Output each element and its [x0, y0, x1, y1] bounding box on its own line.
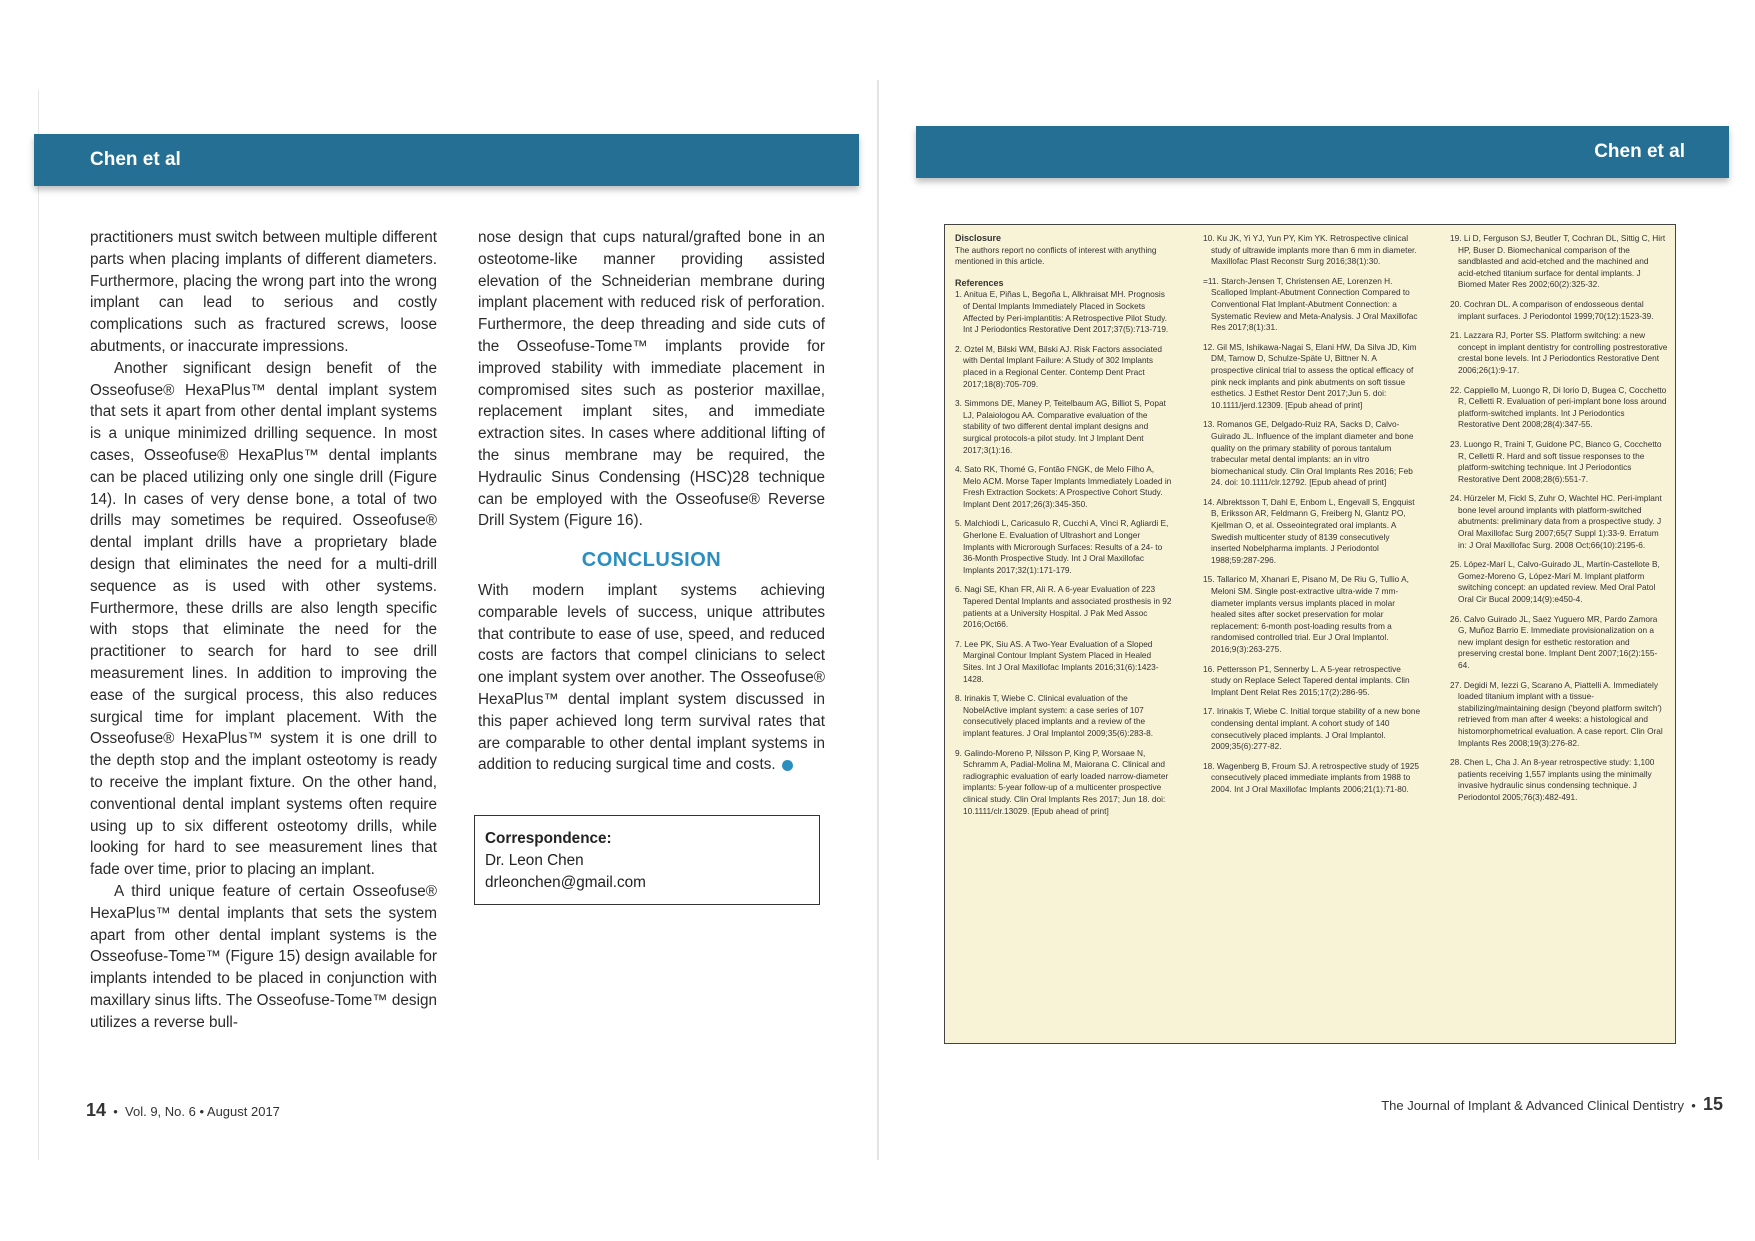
reference-item: 22. Cappiello M, Luongo R, Di Iorio D, Bugea C, Cocchetto R, Celletti R. Evaluation of peri-implant bone loss around platform-switched implants. Int J Periodontics Restorative Dent 2008;28(4):347-55. [1450, 384, 1667, 430]
reference-item: =11. Starch-Jensen T, Christensen AE, Lorenzen H. Scalloped Implant-Abutment Connection Compared to Conventional Flat Implant-Abutment Connection: a Systematic Review and Meta-Analysis. J Oral Maxillofac Res 2017;8(1):31. [1203, 275, 1418, 333]
reference-item: 5. Malchiodi L, Caricasulo R, Cucchi A, Vinci R, Agliardi E, Gherlone E. Evaluation of Ultrashort and Longer Implants with Microrough Surfaces: Results of a 24- to 36-Month Prospective Study. Int J Oral Maxillofac Implants 2017;32(1):171-179. [955, 518, 1169, 575]
conclusion-text: With modern implant systems achieving comparable levels of success, unique attributes that contribute to ease of use, speed, and reduced costs are factors that compel clinicians to select one implant system over another. The Osseofuse® HexaPlus™ dental implant system discussed in this paper achieved long term survival rates that are comparable to other dental implant systems in addition to reducing surgical time and costs. [478, 581, 825, 774]
reference-item: 28. Chen L, Cha J. An 8-year retrospective study: 1,100 patients receiving 1,557 implants using the minimally invasive hydraulic sinus condensing technique. J Periodontol 2005;76(3):482-491. [1450, 757, 1655, 802]
paragraph: practitioners must switch between multiple different parts when placing implants of different diameters. Furthermore, placing the wrong part into the wrong implant can lead to serious and costly complications such as fractured screws, loose abutments, or inaccurate impressions. [90, 229, 437, 355]
paragraph: Another significant design benefit of the Osseofuse® HexaPlus™ dental implant system that sets it apart from other dental implant systems is a unique minimized drilling sequence. In most cases, Osseofuse® HexaPlus™ dental implants can be placed utilizing only one single drill (Figure 14). In cases of very dense bone, a total of two drills may sometimes be required. Osseofuse® dental implant drills have a proprietary blade design that eliminates the need for a multi-drill sequence as is used with other systems. Furthermore, these drills are also length specific with stops that eliminate the need for the practitioner to search for hard to see drill measurement lines. In addition to improving the ease of the surgical process, this also reduces surgical time for implant placement. With the Osseofuse® HexaPlus™ system it is one drill to the depth stop and the implant osteotomy is ready to receive the implant fixture. On the other hand, conventional dental implant systems often require using up to six different osteotomy drills, while looking for hard to see measurement lines that fade over time, prior to placing an implant. [90, 359, 437, 879]
reference-item: 19. Li D, Ferguson SJ, Beutler T, Cochran DL, Sittig C, Hirt HP, Buser D. Biomechanical comparison of the sandblasted and acid-etched and the machined and acid-etched titanium surface for dental implants. J Biomed Mater Res 2002;60(2):325-32. [1450, 233, 1666, 290]
references-column-3 [1450, 233, 1668, 812]
reference-item: 23. Luongo R, Traini T, Guidone PC, Bianco G, Cocchetto R, Celletti R. Hard and soft tissue responses to the platform-switching technique. Int J Periodontics Restorative Dent 2008;28(6):551-7. [1450, 438, 1662, 484]
correspondence-title: Correspondence: [485, 830, 612, 847]
reference-item: 12. Gil MS, Ishikawa-Nagai S, Elani HW, Da Silva JD, Kim DM, Tarnow D, Schulze-Späte U, Bittner N. A prospective clinical trial to assess the optical efficacy of pink neck implants and pink abutments on soft tissue esthetics. J Esthet Restor Dent 2017;Jun 5. doi: 10.1111/jerd.12309. [Epub ahead of print] [1203, 341, 1417, 410]
reference-item: 8. Irinakis T, Wiebe C. Clinical evaluation of the NobelActive implant system: a case series of 107 consecutively placed implants and a review of the implant features. J Oral Implantol 2009;35(6):283-8. [955, 693, 1154, 738]
text-column-2 [478, 227, 825, 776]
reference-item: 26. Calvo Guirado JL, Saez Yuguero MR, Pardo Zamora G, Muñoz Barrio E. Immediate provisionalization on a new implant design for esthetic restoration and preserving crestal bone. Implant Dent 2007;16(2):155-64. [1450, 613, 1658, 670]
issue-info: Vol. 9, No. 6 • August 2017 [125, 1104, 280, 1119]
disclosure-heading: Disclosure [955, 233, 1002, 243]
footer-right: The Journal of Implant & Advanced Clinical Dentistry • 15 [1381, 1094, 1723, 1114]
disclosure-text: The authors report no conflicts of interest with anything mentioned in this article. [955, 244, 1157, 267]
journal-name: The Journal of Implant & Advanced Clinical Dentistry [1381, 1098, 1684, 1113]
reference-item: 16. Pettersson P1, Sennerby L. A 5-year retrospective study on Replace Select Tapered dental implants. Clin Implant Dent Relat Res 2015;17(2):286-95. [1203, 663, 1410, 697]
reference-item: 4. Sato RK, Thomé G, Fontão FNGK, de Melo Filho A, Melo ACM. Morse Taper Implants Immediately Loaded in Fresh Extraction Sockets: A Prospective Cohort Study. Implant Dent 2017;26(3):345-350. [955, 464, 1172, 509]
references-column-2 [1203, 233, 1421, 804]
reference-item: 14. Albrektsson T, Dahl E, Enbom L, Engevall S, Engquist B, Eriksson AR, Feldmann G, Freiberg N, Glantz PO, Kjellman O, et al. Osseointegrated oral implants. A Swedish multicenter study of 8139 consecutively inserted Nobelpharma implants. J Periodontol 1988;59:287-296. [1203, 496, 1415, 565]
reference-item: 7. Lee PK, Siu AS. A Two-Year Evaluation of a Sloped Marginal Contour Implant System Placed in Healed Sites. Int J Oral Maxillofac Implants 2016;31(6):1423-1428. [955, 638, 1159, 684]
running-head-right [916, 126, 1729, 178]
references-box [944, 224, 1676, 1044]
running-head-left [34, 134, 859, 186]
reference-item: 13. Romanos GE, Delgado-Ruiz RA, Sacks D, Calvo-Guirado JL. Influence of the implant diameter and bone quality on the primary stability of porous tantalum trabecular metal dental implants: an in vitro biomechanical study. Clin Oral Implants Res 2016; Feb 24. doi: 10.1111/clr.12792. [Epub ahead of print] [1203, 419, 1414, 488]
reference-item: 17. Irinakis T, Wiebe C. Initial torque stability of a new bone condensing dental implant. A cohort study of 140 consecutively placed implants. J Oral Implantol. 2009;35(6):277-82. [1203, 706, 1421, 752]
running-head-text: Chen et al [1594, 141, 1685, 162]
page-number: 14 [86, 1100, 107, 1120]
reference-item: 10. Ku JK, Yi YJ, Yun PY, Kim YK. Retrospective clinical study of ultrawide implants more than 6 mm in diameter. Maxillofac Plast Reconstr Surg 2016;38(1):30. [1203, 233, 1417, 267]
paragraph: A third unique feature of certain Osseofuse® HexaPlus™ dental implants that sets the system apart from other dental implant systems is the Osseofuse-Tome™ (Figure 15) design available for implants intended to be placed in conjunction with maxillary sinus lifts. The Osseofuse-Tome™ design utilizes a reverse bull- [90, 882, 437, 1031]
reference-item: 18. Wagenberg B, Froum SJ. A retrospective study of 1925 consecutively placed immediate implants from 1988 to 2004. Int J Oral Maxillofac Implants 2006;21(1):71-80. [1203, 760, 1419, 794]
reference-item: 15. Tallarico M, Xhanari E, Pisano M, De Riu G, Tullio A, Meloni SM. Single post-extractive ultra-wide 7 mm-diameter implants versus implants placed in molar healed sites after socket preservation for molar replacement: 6-month post-loading results from a randomised controlled trial. Eur J Oral Implantol. 2016;9(3):263-275. [1203, 574, 1409, 654]
references-column-1 [955, 233, 1173, 825]
reference-item: 25. López-Marí L, Calvo-Guirado JL, Martín-Castellote B, Gomez-Moreno G, López-Marí M. Implant platform switching concept: an updated review. Med Oral Patol Oral Cir Bucal 2009;14(9):e450-4. [1450, 559, 1660, 605]
footer-left: 14 • Vol. 9, No. 6 • August 2017 [86, 1100, 280, 1120]
reference-item: 1. Anitua E, Piñas L, Begoña L, Alkhraisat MH. Prognosis of Dental Implants Immediately Placed in Sockets Affected by Peri-implantitis: A Retrospective Pilot Study. Int J Periodontics Restorative Dent 2017;37(5):713-719. [955, 289, 1169, 335]
running-head-text: Chen et al [90, 149, 181, 170]
correspondence-box [474, 815, 820, 905]
reference-item: 21. Lazzara RJ, Porter SS. Platform switching: a new concept in implant dentistry for controlling postrestorative crestal bone levels. Int J Periodontics Restorative Dent 2006;26(1):9-17. [1450, 330, 1668, 375]
references-heading: References [955, 277, 1004, 288]
reference-item: 3. Simmons DE, Maney P, Teitelbaum AG, Billiot S, Popat LJ, Palaiologou AA. Comparative evaluation of the stability of two different dental implant designs and surgical protocols-a pilot study. Int J Implant Dent 2017;3(1):16. [955, 398, 1166, 455]
paragraph: nose design that cups natural/grafted bone in an osteotome-like manner providing assisted elevation of the Schneiderian membrane during implant placement with reduced risk of perforation. Furthermore, the deep threading and side cuts of the Osseofuse-Tome™ implants provide for improved stability with immediate placement in compromised sites such as posterior maxillae, replacement implant sites, and immediate extraction sites. In cases where additional lifting of the sinus membrane may be required, the Hydraulic Sinus Condensing (HSC)28 technique can be employed with the Osseofuse® Reverse Drill System (Figure 16). [478, 229, 825, 530]
reference-item: 24. Hürzeler M, Fickl S, Zuhr O, Wachtel HC. Peri-implant bone level around implants with platform-switched abutments: preliminary data from a prospective study. J Oral Maxillofac Surg 2007;65(7 Suppl 1):33-9. Erratum in: J Oral Maxillofac Surg. 2008 Oct;66(10):2195-6. [1450, 493, 1662, 550]
reference-item: 20. Cochran DL. A comparison of endosseous dental implant surfaces. J Periodontol 1999;70(12):1523-39. [1450, 298, 1654, 321]
page-edge [38, 90, 39, 1160]
reference-item: 6. Nagi SE, Khan FR, Ali R. A 6-year Evaluation of 223 Tapered Dental Implants and associated prosthesis in 92 patients at a University Hospital. J Pak Med Assoc 2016;Oct66. [955, 584, 1172, 630]
conclusion-paragraph [478, 580, 825, 776]
text-column-1 [90, 227, 437, 1033]
right-page [878, 0, 1755, 1241]
correspondence-name: Dr. Leon Chen [485, 852, 584, 869]
reference-item: 27. Degidi M, Iezzi G, Scarano A, Piattelli A. Immediately loaded titanium implant with a tissue-stabilizing/maintaining design ('beyond platform switch') retrieved from man after 4 weeks: a histological and histomorphometrical evaluation. A case report. Clin Oral Implants Res 2008;19(3):276-82. [1450, 679, 1663, 748]
end-mark-icon [782, 760, 793, 771]
reference-item: 2. Oztel M, Bilski WM, Bilski AJ. Risk Factors associated with Dental Implant Failure: A Study of 302 Implants placed in a Regional Center. Contemp Dent Pract 2017;18(8):705-709. [955, 343, 1163, 389]
conclusion-heading: CONCLUSION [581, 549, 722, 572]
correspondence-email[interactable]: drleonchen@gmail.com [485, 874, 646, 891]
page-number: 15 [1702, 1094, 1723, 1114]
reference-item: 9. Galindo-Moreno P, Nilsson P, King P, Worsaae N, Schramm A, Padial-Molina M, Maiorana C. Clinical and radiographic evaluation of early loaded narrow-diameter implants: 5-year follow-up of a multicenter prospective clinical study. Clin Oral Implants Res 2017; Jun 18. doi: 10.1111/clr.13029. [Epub ahead of print] [955, 747, 1169, 816]
